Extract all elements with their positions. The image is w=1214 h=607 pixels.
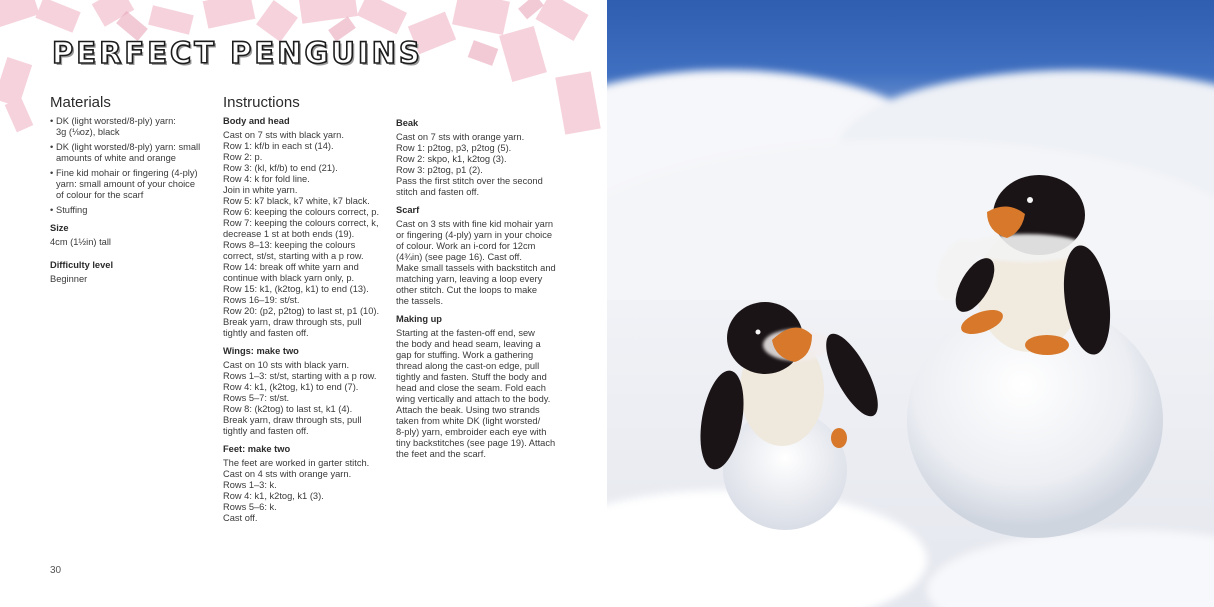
- list-item: [50, 205, 210, 216]
- material-line: amounts of white and orange: [56, 153, 176, 163]
- instruction-line: Rows 1–3: k.: [223, 480, 277, 490]
- material-line: • Fine kid mohair or fingering (4-ply): [56, 168, 198, 178]
- instruction-line: wing vertically and attach to the body.: [396, 394, 551, 404]
- instruction-line: Row 8: (k2tog) to last st, k1 (4).: [223, 404, 353, 414]
- feet-title: Feet: make two: [223, 444, 291, 454]
- instruction-line: Row 15: k1, (k2tog, k1) to end (13).: [223, 284, 369, 294]
- instruction-line: the tassels.: [396, 296, 444, 306]
- instruction-line: other stitch. Cut the loops to make: [396, 285, 538, 295]
- instruction-line: Make small tassels with backstitch and: [396, 263, 556, 273]
- instruction-line: tiny backstitches (see page 19). Attach: [396, 438, 556, 448]
- material-line: • Stuffing: [56, 205, 88, 215]
- making-up-text: [396, 328, 561, 460]
- beak-text: [396, 132, 561, 198]
- instruction-line: Starting at the fasten-off end, sew: [396, 328, 535, 338]
- size-heading: Size: [50, 223, 69, 233]
- instruction-line: tightly and fasten off.: [223, 426, 309, 436]
- instruction-line: Row 20: (p2, p2tog) to last st, p1 (10).: [223, 306, 380, 316]
- materials-heading: Materials: [50, 94, 111, 111]
- instruction-line: Row 14: break off white yarn and: [223, 262, 359, 272]
- instruction-line: Rows 5–6: k.: [223, 502, 277, 512]
- instruction-line: decrease 1 st at both ends (19).: [223, 229, 355, 239]
- beak-title: Beak: [396, 118, 419, 128]
- instruction-line: Cast on 7 sts with black yarn.: [223, 130, 344, 140]
- list-item: [50, 142, 210, 164]
- instruction-line: Row 4: k1, k2tog, k1 (3).: [223, 491, 324, 501]
- instruction-line: correct, st/st, starting with a p row.: [223, 251, 364, 261]
- instruction-line: Row 4: k for fold line.: [223, 174, 310, 184]
- material-line: • DK (light worsted/8-ply) yarn: small: [56, 142, 201, 152]
- instruction-line: Row 4: k1, (k2tog, k1) to end (7).: [223, 382, 359, 392]
- instruction-line: Rows 16–19: st/st.: [223, 295, 300, 305]
- instruction-line: the body and head seam, leaving a: [396, 339, 541, 349]
- scarf-title: Scarf: [396, 205, 420, 215]
- materials-column: [50, 94, 210, 285]
- instruction-line: Row 6: keeping the colours correct, p.: [223, 207, 380, 217]
- instruction-line: Row 3: (kl, kf/b) to end (21).: [223, 163, 338, 173]
- difficulty-value: Beginner: [50, 274, 88, 284]
- difficulty-heading: Difficulty level: [50, 260, 114, 270]
- instruction-line: Rows 8–13: keeping the colours: [223, 240, 356, 250]
- scarf-text: [396, 219, 561, 307]
- making-up-title: Making up: [396, 314, 442, 324]
- list-item: [50, 116, 210, 138]
- instructions-column-1: [223, 94, 385, 524]
- instruction-line: tightly and fasten. Stuff the body and: [396, 372, 547, 382]
- instruction-line: matching yarn, leaving a loop every: [396, 274, 543, 284]
- page-title: PERFECT PENGUINS: [52, 36, 423, 70]
- instruction-line: Pass the first stitch over the second: [396, 176, 543, 186]
- feet-text: [223, 458, 385, 524]
- instruction-line: of colour. Work an i-cord for 12cm: [396, 241, 536, 251]
- instruction-line: Row 2: p.: [223, 152, 263, 162]
- instructions-heading: Instructions: [223, 94, 300, 111]
- instruction-line: The feet are worked in garter stitch.: [223, 458, 370, 468]
- instructions-column-2: [396, 115, 561, 460]
- instruction-line: Cast off.: [223, 513, 258, 523]
- instruction-line: taken from white DK (light worsted/: [396, 416, 541, 426]
- instruction-line: Rows 1–3: st/st, starting with a p row.: [223, 371, 377, 381]
- material-line: of colour for the scarf: [56, 190, 144, 200]
- instruction-line: (4¾in) (see page 16). Cast off.: [396, 252, 522, 262]
- instruction-line: tightly and fasten off.: [223, 328, 309, 338]
- instruction-line: Row 1: kf/b in each st (14).: [223, 141, 334, 151]
- instruction-line: Break yarn, draw through sts, pull: [223, 317, 362, 327]
- instruction-line: Break yarn, draw through sts, pull: [223, 415, 362, 425]
- instruction-line: Rows 5–7: st/st.: [223, 393, 290, 403]
- instruction-line: 8-ply) yarn, embroider each eye with: [396, 427, 547, 437]
- instruction-line: Join in white yarn.: [223, 185, 298, 195]
- material-line: 3g (⅛oz), black: [56, 127, 120, 137]
- instruction-line: head and close the seam. Fold each: [396, 383, 546, 393]
- instruction-line: Cast on 10 sts with black yarn.: [223, 360, 350, 370]
- material-line: yarn: small amount of your choice: [56, 179, 195, 189]
- list-item: [50, 168, 210, 201]
- instruction-line: stitch and fasten off.: [396, 187, 480, 197]
- instruction-line: the feet and the scarf.: [396, 449, 486, 459]
- instruction-line: Row 5: k7 black, k7 white, k7 black.: [223, 196, 370, 206]
- instruction-line: continue with black yarn only, p.: [223, 273, 355, 283]
- instruction-line: thread along the cast-on edge, pull: [396, 361, 540, 371]
- instruction-line: Row 1: p2tog, p3, p2tog (5).: [396, 143, 512, 153]
- instruction-line: Cast on 3 sts with fine kid mohair yarn: [396, 219, 554, 229]
- material-line: • DK (light worsted/8-ply) yarn:: [56, 116, 176, 126]
- instruction-line: gap for stuffing. Work a gathering: [396, 350, 534, 360]
- instruction-line: Row 7: keeping the colours correct, k,: [223, 218, 379, 228]
- page-number: 30: [50, 565, 62, 576]
- knitted-penguins-photo-icon: [607, 0, 1214, 607]
- instruction-line: Attach the beak. Using two strands: [396, 405, 540, 415]
- right-page-photo: [607, 0, 1214, 607]
- body-and-head-title: Body and head: [223, 116, 290, 126]
- wings-title: Wings: make two: [223, 346, 299, 356]
- instruction-line: Row 2: skpo, k1, k2tog (3).: [396, 154, 507, 164]
- instruction-line: Row 3: p2tog, p1 (2).: [396, 165, 483, 175]
- body-and-head-text: [223, 130, 385, 339]
- instruction-line: or fingering (4-ply) yarn in your choice: [396, 230, 553, 240]
- materials-list: [50, 116, 210, 216]
- instruction-line: Cast on 7 sts with orange yarn.: [396, 132, 525, 142]
- wings-text: [223, 360, 385, 437]
- instruction-line: Cast on 4 sts with orange yarn.: [223, 469, 352, 479]
- size-value: 4cm (1½in) tall: [50, 237, 111, 247]
